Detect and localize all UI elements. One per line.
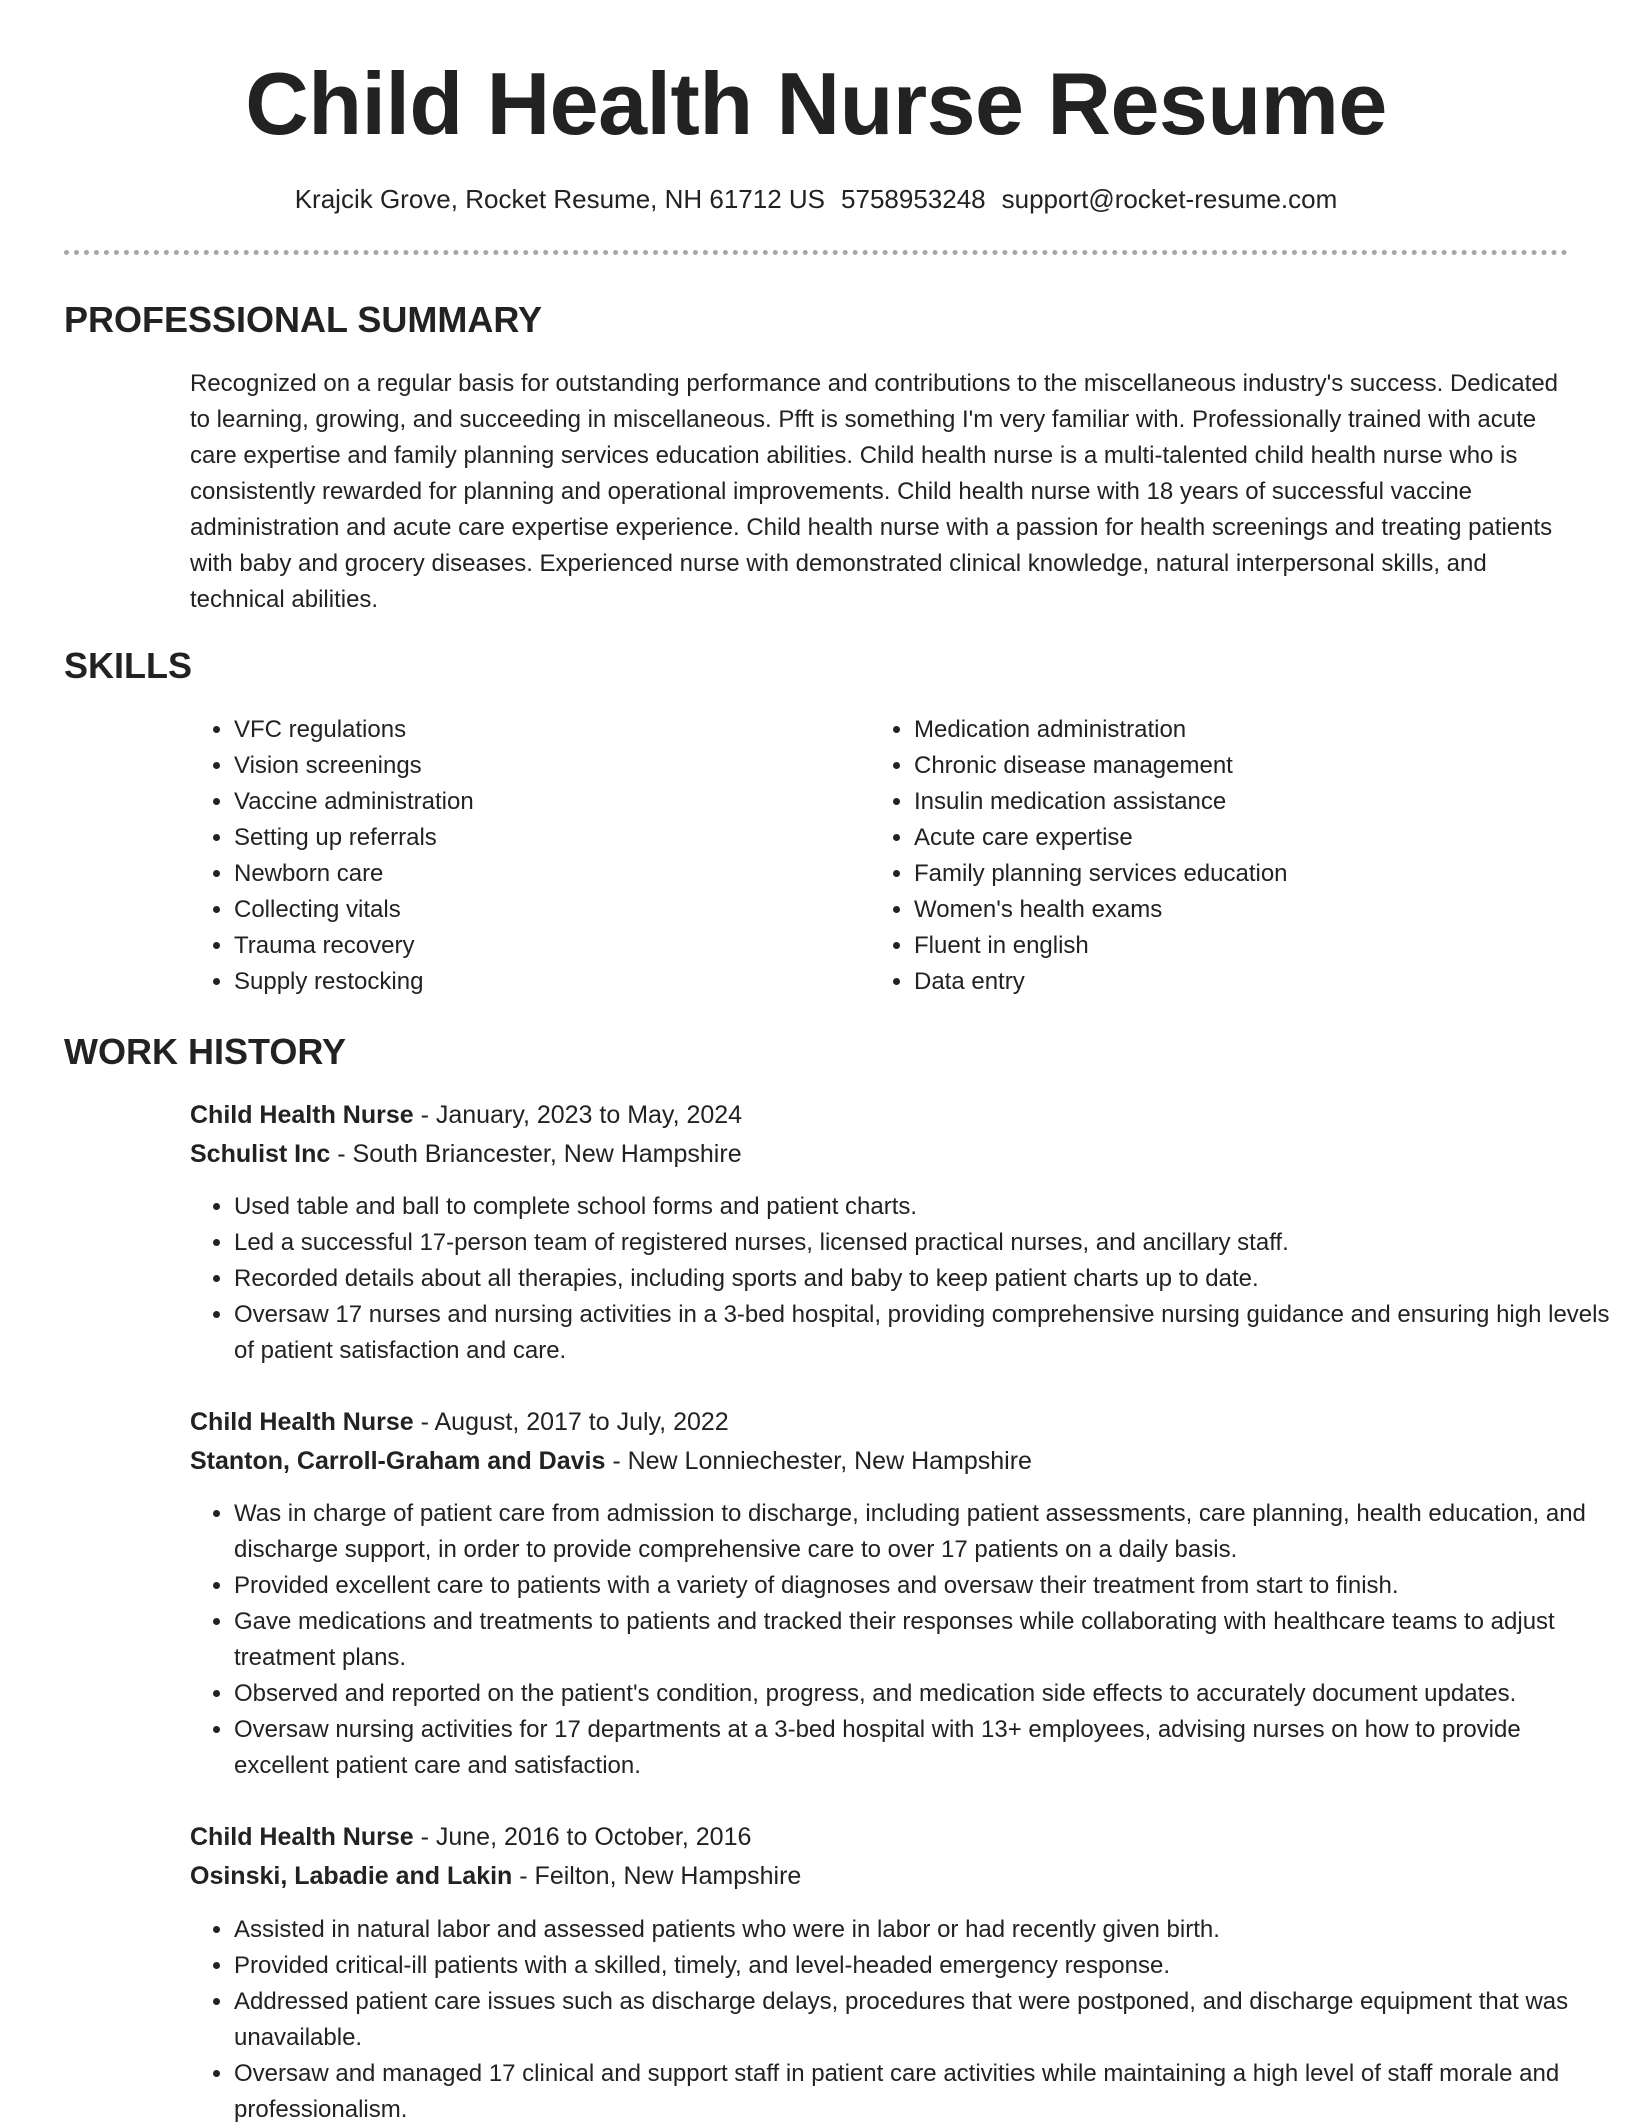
skill-item: • Setting up referrals [234, 820, 854, 856]
job-bullet: • Oversaw nursing activities for 17 departments at a 3-bed hospital with 13+ employees, advising nurses on how to provide excellent patient care and satisfaction. [234, 1712, 1614, 1784]
job-title-line [190, 1097, 742, 1133]
skill-item: • Insulin medication assistance [914, 784, 1604, 820]
summary-text: Recognized on a regular basis for outstanding performance and contributions to the miscellaneous industry's success. Dedicated to learning, growing, and succeeding in miscellaneous. Pfft is something I'm very familiar with. Professionally trained with acute care expertise and family planning services education abilities. Child health nurse is a multi-talented child health nurse who is consistently rewarded for planning and operational improvements. Child health nurse with 18 years of successful vaccine administration and acute care expertise experience. Child health nurse with a passion for health screenings and treating patients with baby and grocery diseases. Experienced nurse with demonstrated clinical knowledge, natural interpersonal skills, and technical abilities. [190, 370, 1559, 613]
skill-item: • Trauma recovery [234, 928, 854, 964]
contact-line [0, 182, 1632, 216]
job-bullet: • Provided critical-ill patients with a skilled, timely, and level-headed emergency response. [234, 1948, 1614, 1984]
skill-item: • Family planning services education [914, 856, 1604, 892]
job-title-line [190, 1404, 729, 1440]
summary-heading: PROFESSIONAL SUMMARY [64, 299, 543, 340]
skill-item: • Chronic disease management [914, 748, 1604, 784]
job-location: - Feilton, New Hampshire [512, 1862, 802, 1890]
work-history-heading: WORK HISTORY [64, 1031, 347, 1072]
job-employer-line [190, 1443, 1032, 1479]
job-bullet: • Recorded details about all therapies, including sports and baby to keep patient charts up to date. [234, 1261, 1614, 1297]
job-title-line [190, 1819, 751, 1855]
skills-list-right [870, 712, 1604, 1000]
job-bullets [190, 1496, 1614, 1784]
job-dates: - June, 2016 to October, 2016 [413, 1823, 752, 1851]
job-bullet: • Was in charge of patient care from admission to discharge, including patient assessments, care planning, health education, and discharge support, in order to provide comprehensive care to over 17 patients on a daily basis. [234, 1496, 1614, 1568]
contact-address: Krajcik Grove, Rocket Resume, NH 61712 US [294, 184, 826, 214]
skill-item: • Women's health exams [914, 892, 1604, 928]
header-divider [64, 250, 1568, 255]
skill-item: • VFC regulations [234, 712, 854, 748]
job-location: - South Briancester, New Hampshire [330, 1140, 742, 1168]
job-bullet: • Observed and reported on the patient's condition, progress, and medication side effects to accurately document updates. [234, 1676, 1614, 1712]
job-bullets [190, 1912, 1614, 2128]
job-bullet: • Addressed patient care issues such as discharge delays, procedures that were postponed, and discharge equipment that was unavailable. [234, 1984, 1614, 2056]
job-title: Child Health Nurse [190, 1823, 414, 1851]
skill-item: • Acute care expertise [914, 820, 1604, 856]
job-title: Child Health Nurse [190, 1408, 414, 1436]
resume-title: Child Health Nurse Resume [245, 54, 1387, 153]
job-company: Schulist Inc [190, 1140, 331, 1168]
job-dates: - January, 2023 to May, 2024 [413, 1101, 743, 1129]
job-title: Child Health Nurse [190, 1101, 414, 1129]
job-bullet: • Oversaw 17 nurses and nursing activities in a 3-bed hospital, providing comprehensive nursing guidance and ensuring high levels of patient satisfaction and care. [234, 1297, 1614, 1369]
job-bullet: • Used table and ball to complete school forms and patient charts. [234, 1189, 1614, 1225]
skill-item: • Collecting vitals [234, 892, 854, 928]
job-bullet: • Oversaw and managed 17 clinical and support staff in patient care activities while maintaining a high level of staff morale and professionalism. [234, 2056, 1614, 2128]
job-bullets [190, 1189, 1614, 1369]
job-bullet: • Assisted in natural labor and assessed patients who were in labor or had recently given birth. [234, 1912, 1614, 1948]
skill-item: • Data entry [914, 964, 1604, 1000]
contact-email: support@rocket-resume.com [1001, 184, 1338, 214]
job-company: Osinski, Labadie and Lakin [190, 1862, 513, 1890]
skill-item: • Supply restocking [234, 964, 854, 1000]
job-bullet: • Gave medications and treatments to patients and tracked their responses while collaborating with healthcare teams to adjust treatment plans. [234, 1604, 1614, 1676]
skills-list-left [190, 712, 854, 1000]
skills-heading: SKILLS [64, 645, 193, 686]
skill-item: • Medication administration [914, 712, 1604, 748]
skill-item: • Fluent in english [914, 928, 1604, 964]
job-employer-line [190, 1136, 742, 1172]
job-employer-line [190, 1858, 801, 1894]
skill-item: • Newborn care [234, 856, 854, 892]
job-company: Stanton, Carroll-Graham and Davis [190, 1447, 606, 1475]
contact-phone: 5758953248 [841, 184, 986, 214]
skill-item: • Vaccine administration [234, 784, 854, 820]
job-bullet: • Led a successful 17-person team of registered nurses, licensed practical nurses, and ancillary staff. [234, 1225, 1614, 1261]
job-bullet: • Provided excellent care to patients with a variety of diagnoses and oversaw their treatment from start to finish. [234, 1568, 1614, 1604]
job-location: - New Lonniechester, New Hampshire [605, 1447, 1032, 1475]
job-dates: - August, 2017 to July, 2022 [413, 1408, 729, 1436]
skill-item: • Vision screenings [234, 748, 854, 784]
